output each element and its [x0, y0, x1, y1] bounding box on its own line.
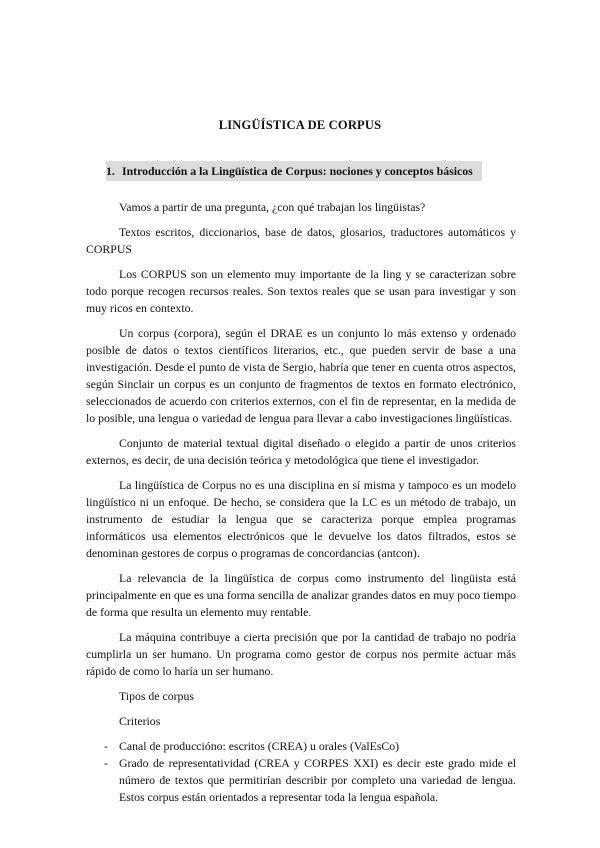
- section-number: 1.: [106, 164, 115, 178]
- section-heading-text: Introducción a la Lingüística de Corpus: nociones y conceptos básicos: [122, 164, 473, 178]
- document-body: [86, 199, 516, 806]
- paragraph: La relevancia de la lingüística de corpus como instrumento del lingüista está principalmente en que es una forma sencilla de analizar grandes datos en muy poco tiempo de forma que resulta un elemento muy rentable.: [86, 571, 516, 619]
- paragraph: La máquina contribuye a cierta precisión que por la cantidad de trabajo no podría cumplirla un ser humano. Un programa como gestor de corpus nos permite actuar más rápido de como lo haría un ser humano.: [86, 630, 516, 678]
- list-dash: -: [104, 739, 108, 753]
- paragraph: La lingüística de Corpus no es una disciplina en sí misma y tampoco es un modelo lingüístico ni un enfoque. De hecho, se considera que la LC es un método de trabajo, un instrumento de estudiar la lengua que se caracteriza porque emplea programas informáticos usa elementos electrónicos que le devuelve los datos filtrados, estos se denominan gestores de corpus o programas de concordancias (antcon).: [86, 478, 516, 560]
- section-heading: [106, 161, 482, 181]
- list-item: [86, 738, 516, 755]
- criteria-list: [86, 738, 516, 806]
- paragraph: Textos escritos, diccionarios, base de datos, glosarios, traductores automáticos y CORPUS: [86, 225, 516, 256]
- list-item: [86, 755, 516, 806]
- paragraph: Los CORPUS son un elemento muy importante de la ling y se caracterizan sobre todo porque recogen recursos reales. Son textos reales que se usan para investigar y son muy ricos en contexto.: [86, 267, 516, 315]
- list-item-text: Grado de representatividad (CREA y CORPES XXI) es decir este grado mide el número de textos que permitirían describir por completo una variedad de lengua. Estos corpus están orientados a representar toda la lengua española.: [119, 756, 516, 804]
- subheading-criterios: Criterios: [119, 714, 161, 728]
- paragraph: Conjunto de material textual digital diseñado o elegido a partir de unos criterios externos, es decir, de una decisión teórica y metodológica que tiene el investigador.: [86, 436, 516, 467]
- subheading-tipos: Tipos de corpus: [119, 689, 194, 703]
- list-dash: -: [104, 756, 108, 770]
- document-title: LINGÜÍSTICA DE CORPUS: [218, 118, 382, 132]
- list-item-text: Canal de produccióno: escritos (CREA) u orales (ValEsCo): [119, 739, 400, 753]
- paragraph: Vamos a partir de una pregunta, ¿con qué trabajan los lingüistas?: [119, 200, 426, 214]
- paragraph: Un corpus (corpora), según el DRAE es un conjunto lo más extenso y ordenado posible de datos o textos científicos literarios, etc., que pueden servir de base a una investigación. Desde el punto de vista de Sergio, habría que tener en cuenta otros aspectos, según Sinclair un corpus es un conjunto de fragmentos de textos en formato electrónico, seleccionados de acuerdo con criterios externos, con el fin de representar, en la medida de lo posible, una lengua o variedad de lengua para llevar a cabo investigaciones lingüísticas.: [86, 326, 516, 425]
